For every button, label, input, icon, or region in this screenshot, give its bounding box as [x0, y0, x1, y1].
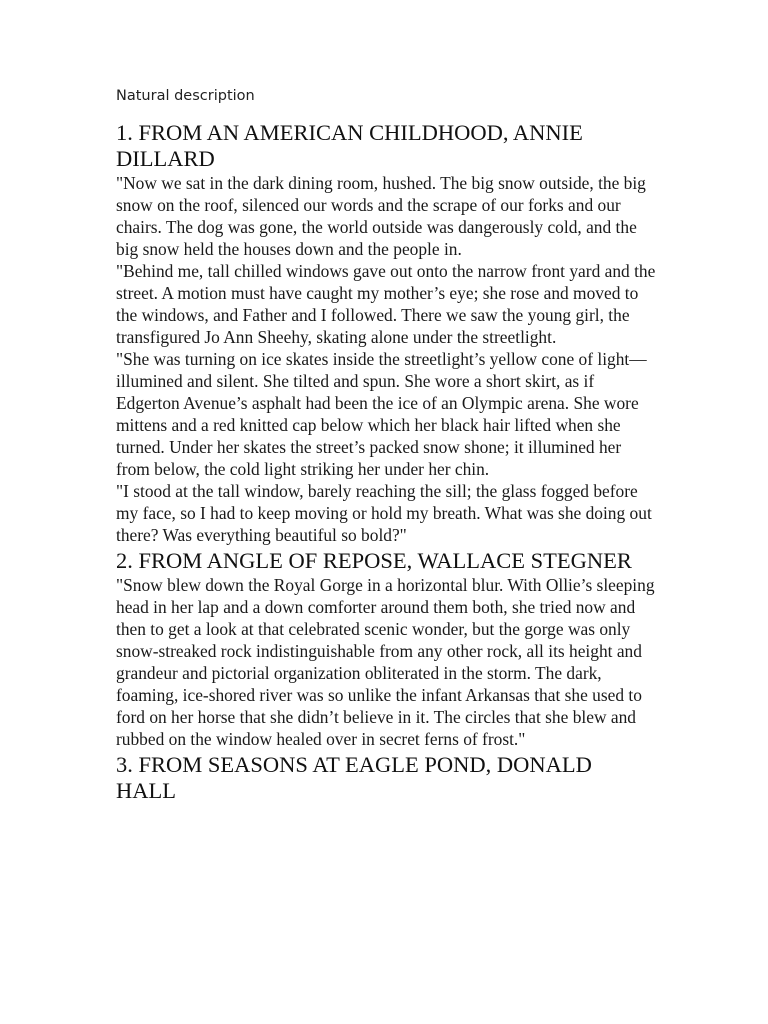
section-hall: [116, 752, 656, 804]
paragraph: "Behind me, tall chilled windows gave out onto the narrow front yard and the street. A motion must have caught my mother’s eye; she rose and moved to the windows, and Father and I followed. There we saw the young girl, the transfigured Jo Ann Sheehy, skating alone under the streetlight.: [116, 261, 656, 347]
paragraph: "I stood at the tall window, barely reaching the sill; the glass fogged before my face, so I had to keep moving or hold my breath. What was she doing out there? Was everything beautiful so bold?": [116, 481, 652, 545]
section-heading: 3. FROM SEASONS AT EAGLE POND, DONALD HALL: [116, 752, 592, 803]
paragraph: "Now we sat in the dark dining room, hushed. The big snow outside, the big snow on the roof, silenced our words and the scrape of our forks and our chairs. The dog was gone, the world outside was dangerously cold, and the big snow held the houses down and the people in.: [116, 173, 646, 259]
section-heading: 2. FROM ANGLE OF REPOSE, WALLACE STEGNER: [116, 548, 632, 573]
document-label: Natural description: [116, 88, 255, 104]
section-stegner: [116, 548, 656, 750]
section-dillard: [116, 120, 656, 546]
paragraph: "She was turning on ice skates inside the streetlight’s yellow cone of light—illumined and silent. She tilted and spun. She wore a short skirt, as if Edgerton Avenue’s asphalt had been the ice of an Olympic arena. She wore mittens and a red knitted cap below which her black hair lifted when she turned. Under her skates the street’s packed snow shone; it illumined her from below, the cold light striking her under her chin.: [116, 349, 647, 479]
section-heading: 1. FROM AN AMERICAN CHILDHOOD, ANNIE DILLARD: [116, 120, 583, 171]
paragraph: "Snow blew down the Royal Gorge in a horizontal blur. With Ollie’s sleeping head in her lap and a down comforter around them both, she tried now and then to get a look at that celebrated scenic wonder, but the gorge was only snow-streaked rock indistinguishable from any other rock, all its height and grandeur and pictorial organization obliterated in the storm. The dark, foaming, ice-shored river was so unlike the infant Arkansas that she used to ford on her horse that she didn’t believe in it. The circles that she blew and rubbed on the window healed over in secret ferns of frost.": [116, 575, 655, 749]
document-page: [116, 86, 656, 806]
